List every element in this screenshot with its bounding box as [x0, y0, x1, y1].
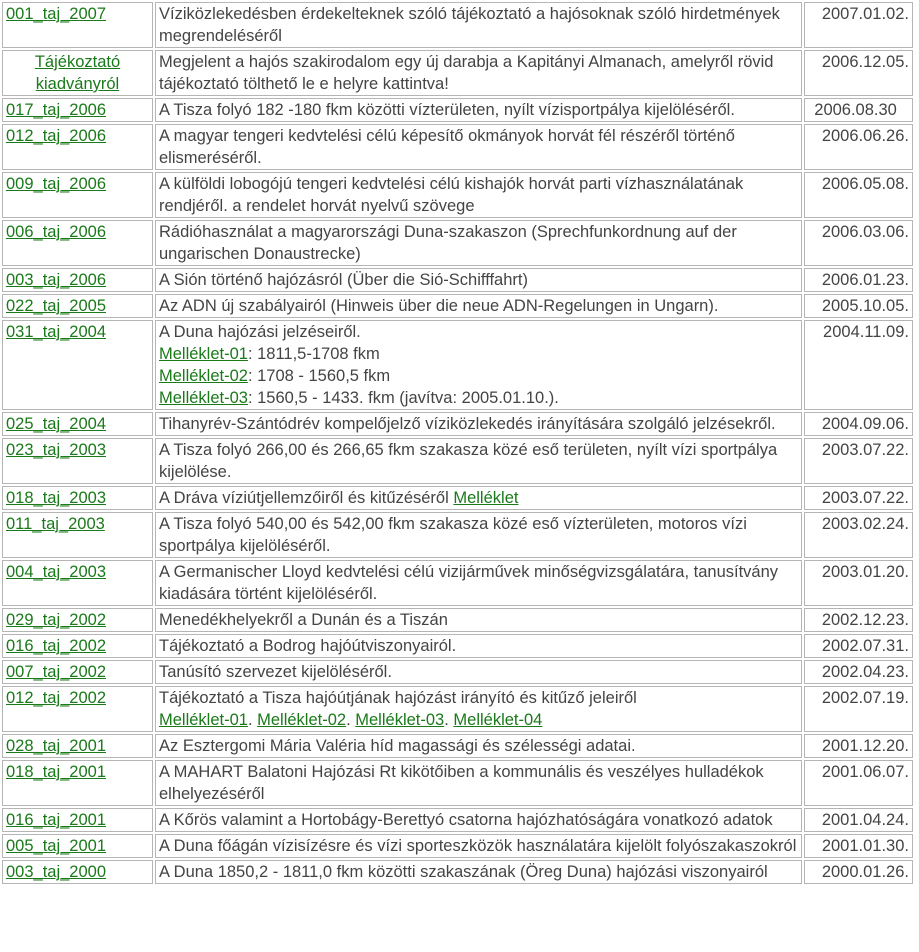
notice-description-cell [155, 834, 802, 858]
notices-table-body [2, 2, 913, 884]
notice-date: 2001.01.30. [804, 834, 913, 858]
notice-link[interactable]: 023_taj_2003 [6, 441, 107, 459]
notice-description-cell [155, 2, 802, 48]
table-row [2, 320, 913, 410]
notice-link[interactable]: 025_taj_2004 [6, 415, 107, 433]
notice-link[interactable]: Tájékoztató kiadványról [34, 53, 121, 93]
notice-date: 2000.01.26. [804, 860, 913, 884]
notice-link[interactable]: 011_taj_2003 [6, 515, 105, 533]
notice-description: A Dráva víziútjellemzőiről és kitűzéséről [158, 489, 454, 507]
notice-link[interactable]: 005_taj_2001 [6, 837, 107, 855]
notice-description: Tájékoztató a Tisza hajóútjának hajózást irányító és kitűző jeleiről [158, 689, 637, 707]
notice-description-cell [155, 268, 802, 292]
table-row [2, 412, 913, 436]
notice-description: Rádióhasználat a magyarországi Duna-szakaszon (Sprechfunkordnung auf der ungarischen Donaustrecke) [158, 223, 737, 263]
notice-description: A Sión történő hajózásról (Über die Sió-Schifffahrt) [158, 271, 528, 289]
notice-link[interactable]: 022_taj_2005 [6, 297, 107, 315]
notice-description-cell [155, 512, 802, 558]
attachment-range: : 1811,5-1708 fkm [247, 345, 380, 363]
notice-description-cell [155, 634, 802, 658]
notice-date: 2004.11.09. [804, 320, 913, 410]
notice-description: A külföldi lobogójú tengeri kedvtelési célú kishajók horvát parti vízhasználatának rendjéről. a rendelet horvát nyelvű szövege [158, 175, 744, 215]
link-separator: . [247, 711, 258, 729]
notice-description: A Kőrös valamint a Hortobágy-Berettyó csatorna hajózhatóságára vonatkozó adatok [158, 811, 773, 829]
notice-date: 2001.04.24. [804, 808, 913, 832]
attachment-range: : 1560,5 - 1433. fkm (javítva: 2005.01.10.). [247, 389, 559, 407]
notice-description-cell [155, 608, 802, 632]
notice-id-cell [2, 660, 153, 684]
notice-description-cell [155, 486, 802, 510]
notice-description-cell [155, 294, 802, 318]
notice-date: 2003.02.24. [804, 512, 913, 558]
notice-description: A Duna hajózási jelzéseiről. [158, 323, 361, 341]
table-row [2, 834, 913, 858]
notice-link[interactable]: 016_taj_2001 [6, 811, 107, 829]
notice-link[interactable]: 016_taj_2002 [6, 637, 107, 655]
table-row [2, 660, 913, 684]
notice-date: 2006.08.30 [804, 98, 913, 122]
notice-description-cell [155, 808, 802, 832]
table-row [2, 98, 913, 122]
notice-date: 2003.07.22. [804, 486, 913, 510]
table-row [2, 124, 913, 170]
table-row [2, 2, 913, 48]
notice-description: A Germanischer Lloyd kedvtelési célú vizijárművek minőségvizsgálatára, tanusítvány kiadására történt kijelöléséről. [158, 563, 779, 603]
table-row [2, 50, 913, 96]
table-row [2, 634, 913, 658]
notice-date: 2002.04.23. [804, 660, 913, 684]
notice-description: A Duna főágán vízisízésre és vízi sporteszközök használatára kijelölt folyószakaszokról [158, 837, 797, 855]
notice-description: A MAHART Balatoni Hajózási Rt kikötőiben a kommunális és veszélyes hulladékok elhelyezéséről [158, 763, 764, 803]
notice-description: Az Esztergomi Mária Valéria híd magassági és szélességi adatai. [158, 737, 636, 755]
notice-id-cell [2, 686, 153, 732]
notice-id-cell [2, 808, 153, 832]
notice-date: 2002.07.19. [804, 686, 913, 732]
notice-id-cell [2, 512, 153, 558]
table-row [2, 268, 913, 292]
notice-id-cell [2, 294, 153, 318]
notice-date: 2003.01.20. [804, 560, 913, 606]
notice-date: 2006.03.06. [804, 220, 913, 266]
notice-description-cell [155, 560, 802, 606]
notice-date: 2004.09.06. [804, 412, 913, 436]
table-row [2, 512, 913, 558]
notice-id-cell [2, 634, 153, 658]
link-separator: . [444, 711, 454, 729]
table-row [2, 760, 913, 806]
notice-description: Tihanyrév-Szántódrév kompelőjelző víziközlekedés irányítására szolgáló jelzésekről. [158, 415, 776, 433]
notice-link[interactable]: 012_taj_2002 [6, 689, 107, 707]
notice-date: 2006.05.08. [804, 172, 913, 218]
notice-description: Menedékhelyekről a Dunán és a Tiszán [158, 611, 448, 629]
notice-description-cell [155, 50, 802, 96]
notice-date: 2006.06.26. [804, 124, 913, 170]
notice-id-cell [2, 220, 153, 266]
notice-date: 2001.06.07. [804, 760, 913, 806]
notice-link[interactable]: 029_taj_2002 [6, 611, 107, 629]
table-row [2, 808, 913, 832]
table-row [2, 220, 913, 266]
notice-link[interactable]: 028_taj_2001 [6, 737, 107, 755]
notice-id-cell [2, 734, 153, 758]
notice-description-cell [155, 438, 802, 484]
notice-date: 2002.07.31. [804, 634, 913, 658]
notice-description: A magyar tengeri kedvtelési célú képesítő okmányok horvát fél részéről történő elismeréséről. [158, 127, 735, 167]
notice-description: Megjelent a hajós szakirodalom egy új darabja a Kapitányi Almanach, amelyről rövid tájékoztató tölthető le e helyre kattintva! [158, 53, 774, 93]
attachment-link[interactable]: Melléklet-02 [158, 367, 248, 385]
notice-id-cell [2, 560, 153, 606]
notice-description-cell [155, 124, 802, 170]
notice-link[interactable]: 009_taj_2006 [6, 175, 107, 193]
notice-description: A Duna 1850,2 - 1811,0 fkm közötti szakaszának (Öreg Duna) hajózási viszonyairól [158, 863, 768, 881]
notice-id-cell [2, 834, 153, 858]
notice-id-cell [2, 860, 153, 884]
notice-link[interactable]: 007_taj_2002 [6, 663, 107, 681]
notice-link[interactable]: 012_taj_2006 [6, 127, 107, 145]
notice-id-cell [2, 320, 153, 410]
notice-description: Víziközlekedésben érdekelteknek szóló tájékoztató a hajósoknak szóló hirdetmények megrendeléséről [158, 5, 780, 45]
notice-description: A Tisza folyó 266,00 és 266,65 fkm szakasza közé eső területen, nyílt vízi sportpálya kijelölése. [158, 441, 778, 481]
notice-id-cell [2, 608, 153, 632]
table-row [2, 734, 913, 758]
notice-description-cell [155, 760, 802, 806]
notice-link[interactable]: 031_taj_2004 [6, 323, 107, 341]
notice-description: Tájékoztató a Bodrog hajóútviszonyairól. [158, 637, 457, 655]
notice-description: Az ADN új szabályairól (Hinweis über die neue ADN-Regelungen in Ungarn). [158, 297, 719, 315]
table-row [2, 560, 913, 606]
notice-description: A Tisza folyó 182 -180 fkm közötti vízterületen, nyílt vízisportpálya kijelöléséről. [158, 101, 735, 119]
attachment-link[interactable]: Melléklet-01 [158, 711, 248, 729]
notice-description-cell [155, 686, 802, 732]
notice-link[interactable]: 003_taj_2000 [6, 863, 107, 881]
notice-id-cell [2, 98, 153, 122]
notice-date: 2002.12.23. [804, 608, 913, 632]
notice-description-cell [155, 734, 802, 758]
notice-link[interactable]: 018_taj_2003 [6, 489, 107, 507]
notice-date: 2006.01.23. [804, 268, 913, 292]
notice-link[interactable]: 018_taj_2001 [6, 763, 107, 781]
attachment-link[interactable]: Melléklet-03 [158, 389, 248, 407]
notice-description-cell [155, 320, 802, 410]
table-row [2, 608, 913, 632]
table-row [2, 486, 913, 510]
notice-link[interactable]: 004_taj_2003 [6, 563, 107, 581]
notice-date: 2001.12.20. [804, 734, 913, 758]
notice-id-cell [2, 438, 153, 484]
table-row [2, 860, 913, 884]
table-row [2, 438, 913, 484]
notice-date: 2003.07.22. [804, 438, 913, 484]
notice-id-cell [2, 268, 153, 292]
notice-description-cell [155, 412, 802, 436]
notice-link[interactable]: 017_taj_2006 [6, 101, 107, 119]
attachment-link[interactable]: Melléklet-02 [257, 711, 347, 729]
notice-description-cell [155, 98, 802, 122]
table-row [2, 686, 913, 732]
notice-link[interactable]: 006_taj_2006 [6, 223, 107, 241]
notice-date: 2005.10.05. [804, 294, 913, 318]
attachment-link[interactable]: Melléklet-01 [158, 345, 248, 363]
notice-id-cell [2, 50, 153, 96]
attachment-link[interactable]: Melléklet-03 [355, 711, 445, 729]
notice-description-cell [155, 660, 802, 684]
notice-date: 2007.01.02. [804, 2, 913, 48]
link-separator: . [346, 711, 356, 729]
table-row [2, 294, 913, 318]
notice-description-cell [155, 172, 802, 218]
attachment-range: : 1708 - 1560,5 fkm [247, 367, 391, 385]
notice-description: Tanúsító szervezet kijelöléséről. [158, 663, 392, 681]
attachment-link[interactable]: Melléklet-04 [453, 711, 543, 729]
notice-id-cell [2, 2, 153, 48]
notice-id-cell [2, 486, 153, 510]
notice-description-cell [155, 220, 802, 266]
attachment-link[interactable]: Melléklet [453, 489, 519, 507]
notice-link[interactable]: 001_taj_2007 [6, 5, 107, 23]
table-row [2, 172, 913, 218]
notice-date: 2006.12.05. [804, 50, 913, 96]
notice-id-cell [2, 412, 153, 436]
notice-description: A Tisza folyó 540,00 és 542,00 fkm szakasza közé eső vízterületen, motoros vízi sportpálya kijelöléséről. [158, 515, 747, 555]
notice-description-cell [155, 860, 802, 884]
notice-id-cell [2, 172, 153, 218]
notice-link[interactable]: 003_taj_2006 [6, 271, 107, 289]
notice-id-cell [2, 760, 153, 806]
notice-id-cell [2, 124, 153, 170]
